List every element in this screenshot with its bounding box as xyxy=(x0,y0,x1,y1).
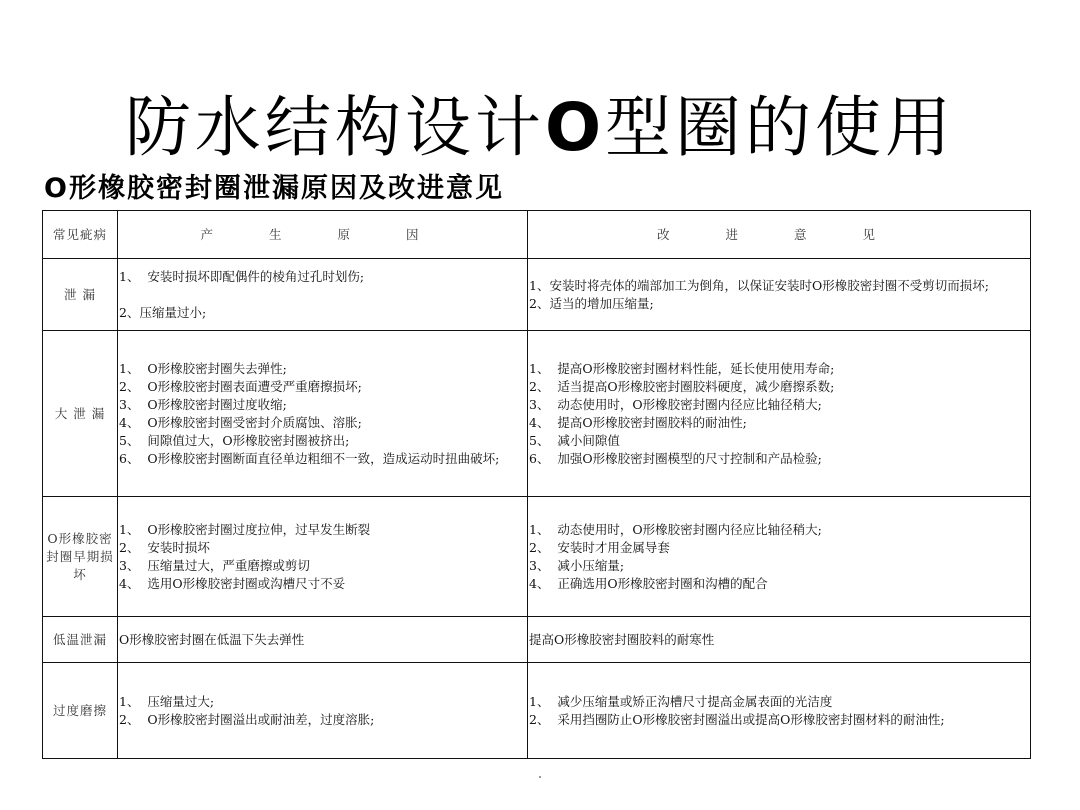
cause-item xyxy=(119,360,525,378)
leak-causes-table xyxy=(42,210,1031,759)
defect-category: O形橡胶密封圈早期损坏 xyxy=(43,497,118,617)
section-subtitle xyxy=(44,166,504,205)
fix-item xyxy=(529,575,1028,593)
page-title xyxy=(0,74,1080,169)
cause-item xyxy=(119,631,525,649)
fix-cell xyxy=(528,497,1031,617)
defect-category: 过度磨擦 xyxy=(43,663,118,759)
item-text: 适当提高O形橡胶密封圈胶料硬度，减少磨擦系数; xyxy=(549,378,835,394)
cause-item xyxy=(119,539,525,557)
fix-item xyxy=(529,539,1028,557)
header-cause xyxy=(118,211,528,259)
cause-cell xyxy=(118,497,528,617)
fix-item xyxy=(529,521,1028,539)
item-number: 4、 xyxy=(529,414,550,430)
item-text: 动态使用时，O形橡胶密封圈内径应比轴径稍大; xyxy=(549,396,822,412)
item-text: O形橡胶密封圈失去弹性; xyxy=(139,360,287,376)
title-text-latin: O xyxy=(544,89,606,166)
item-number: 1、 xyxy=(119,360,140,376)
fix-item xyxy=(529,378,1028,396)
cause-item xyxy=(119,378,525,396)
item-text: O形橡胶密封圈过度拉伸，过早发生断裂 xyxy=(139,521,371,537)
item-number: 2、 xyxy=(119,539,140,555)
item-text: O形橡胶密封圈过度收缩; xyxy=(139,396,287,412)
header-fix-label: 改 进 意 见 xyxy=(657,226,901,242)
item-text: 提高O形橡胶密封圈胶料的耐寒性 xyxy=(529,631,715,647)
cause-item xyxy=(119,396,525,414)
item-number: 2、 xyxy=(529,295,550,311)
item-number: 3、 xyxy=(529,396,550,412)
item-number: 3、 xyxy=(119,396,140,412)
table-row xyxy=(43,617,1031,663)
item-number: 1、 xyxy=(119,268,140,284)
table-header-row xyxy=(43,211,1031,259)
item-number: 4、 xyxy=(119,414,140,430)
item-number: 2、 xyxy=(529,711,550,727)
item-number: 1、 xyxy=(119,693,140,709)
title-text-end: 型圈的使用 xyxy=(605,89,956,166)
item-text: 提高O形橡胶密封圈材料性能，延长使用使用寿命; xyxy=(549,360,835,376)
item-text: 压缩量过大，严重磨擦或剪切 xyxy=(139,557,310,573)
item-number: 6、 xyxy=(529,450,550,466)
item-number: 2、 xyxy=(119,304,140,320)
fix-item xyxy=(529,414,1028,432)
cause-item xyxy=(119,286,525,304)
fix-item xyxy=(529,631,1028,649)
item-text: 间隙值过大，O形橡胶密封圈被挤出; xyxy=(139,432,350,448)
fix-item xyxy=(529,295,1028,313)
item-text: 加强O形橡胶密封圈模型的尺寸控制和产品检验; xyxy=(549,450,822,466)
item-number: 5、 xyxy=(529,432,550,448)
subtitle-latin: O xyxy=(44,173,69,204)
cause-item xyxy=(119,450,525,468)
fix-item xyxy=(529,396,1028,414)
item-text: 安装时将壳体的端部加工为倒角，以保证安装时O形橡胶密封圈不受剪切而损坏; xyxy=(549,277,989,293)
fix-item xyxy=(529,693,1028,711)
item-text: 安装时损坏即配偶件的棱角过孔时划伤; xyxy=(139,268,365,284)
item-number: 1、 xyxy=(529,360,550,376)
table-row xyxy=(43,331,1031,497)
item-number: 1、 xyxy=(529,693,550,709)
title-text-start: 防水结构设计 xyxy=(124,89,545,166)
item-number: 1、 xyxy=(529,277,550,293)
item-text: 压缩量过大; xyxy=(139,693,215,709)
subtitle-text: 形橡胶密封圈泄漏原因及改进意见 xyxy=(68,173,504,204)
table-row xyxy=(43,497,1031,617)
item-number: 4、 xyxy=(529,575,550,591)
cause-item xyxy=(119,711,525,729)
item-text: O形橡胶密封圈断面直径单边粗细不一致，造成运动时扭曲破坏; xyxy=(139,450,500,466)
item-number: 2、 xyxy=(529,539,550,555)
table-row xyxy=(43,259,1031,331)
item-text: 压缩量过小; xyxy=(139,304,207,320)
header-cause-label: 产 生 原 因 xyxy=(200,226,445,242)
cause-cell xyxy=(118,259,528,331)
cause-item xyxy=(119,268,525,286)
defect-category: 低温泄漏 xyxy=(43,617,118,663)
fix-cell xyxy=(528,259,1031,331)
cause-item xyxy=(119,414,525,432)
item-number: 2、 xyxy=(529,378,550,394)
footer-dot xyxy=(539,776,541,778)
table-row xyxy=(43,663,1031,759)
cause-item xyxy=(119,557,525,575)
item-number: 3、 xyxy=(119,557,140,573)
item-text: 适当的增加压缩量; xyxy=(549,295,654,311)
item-number: 2、 xyxy=(119,378,140,394)
fix-item xyxy=(529,277,1028,295)
fix-cell xyxy=(528,663,1031,759)
item-text: 安装时才用金属导套 xyxy=(549,539,670,555)
cause-item xyxy=(119,304,525,322)
header-defect: 常见疵病 xyxy=(43,211,118,259)
defect-category: 大 泄 漏 xyxy=(43,331,118,497)
fix-item xyxy=(529,557,1028,575)
item-text: O形橡胶密封圈在低温下失去弹性 xyxy=(119,631,305,647)
item-text: O形橡胶密封圈受密封介质腐蚀、溶胀; xyxy=(139,414,362,430)
item-text: 动态使用时，O形橡胶密封圈内径应比轴径稍大; xyxy=(549,521,822,537)
fix-item xyxy=(529,450,1028,468)
item-number: 1、 xyxy=(119,521,140,537)
fix-cell xyxy=(528,617,1031,663)
item-text: O形橡胶密封圈表面遭受严重磨擦损坏; xyxy=(139,378,362,394)
item-text: 减少压缩量或矫正沟槽尺寸提高金属表面的光洁度 xyxy=(549,693,833,709)
cause-cell xyxy=(118,663,528,759)
cause-cell xyxy=(118,617,528,663)
cause-cell xyxy=(118,331,528,497)
cause-item xyxy=(119,432,525,450)
item-text: 减小间隙值 xyxy=(549,432,620,448)
fix-item xyxy=(529,432,1028,450)
fix-item xyxy=(529,360,1028,378)
cause-item xyxy=(119,693,525,711)
defect-category: 泄 漏 xyxy=(43,259,118,331)
item-text: 提高O形橡胶密封圈胶料的耐油性; xyxy=(549,414,747,430)
item-text: 安装时损坏 xyxy=(139,539,210,555)
header-fix xyxy=(528,211,1031,259)
item-number: 5、 xyxy=(119,432,140,448)
item-text: 选用O形橡胶密封圈或沟槽尺寸不妥 xyxy=(139,575,346,591)
item-text: 正确选用O形橡胶密封圈和沟槽的配合 xyxy=(549,575,768,591)
fix-item xyxy=(529,711,1028,729)
item-text: 减小压缩量; xyxy=(549,557,625,573)
item-number: 2、 xyxy=(119,711,140,727)
item-number: 4、 xyxy=(119,575,140,591)
item-number: 1、 xyxy=(529,521,550,537)
fix-cell xyxy=(528,331,1031,497)
cause-item xyxy=(119,575,525,593)
cause-item xyxy=(119,521,525,539)
item-number: 6、 xyxy=(119,450,140,466)
item-text: O形橡胶密封圈溢出或耐油差，过度溶胀; xyxy=(139,711,375,727)
item-number: 3、 xyxy=(529,557,550,573)
item-text: 采用挡圈防止O形橡胶密封圈溢出或提高O形橡胶密封圈材料的耐油性; xyxy=(549,711,945,727)
